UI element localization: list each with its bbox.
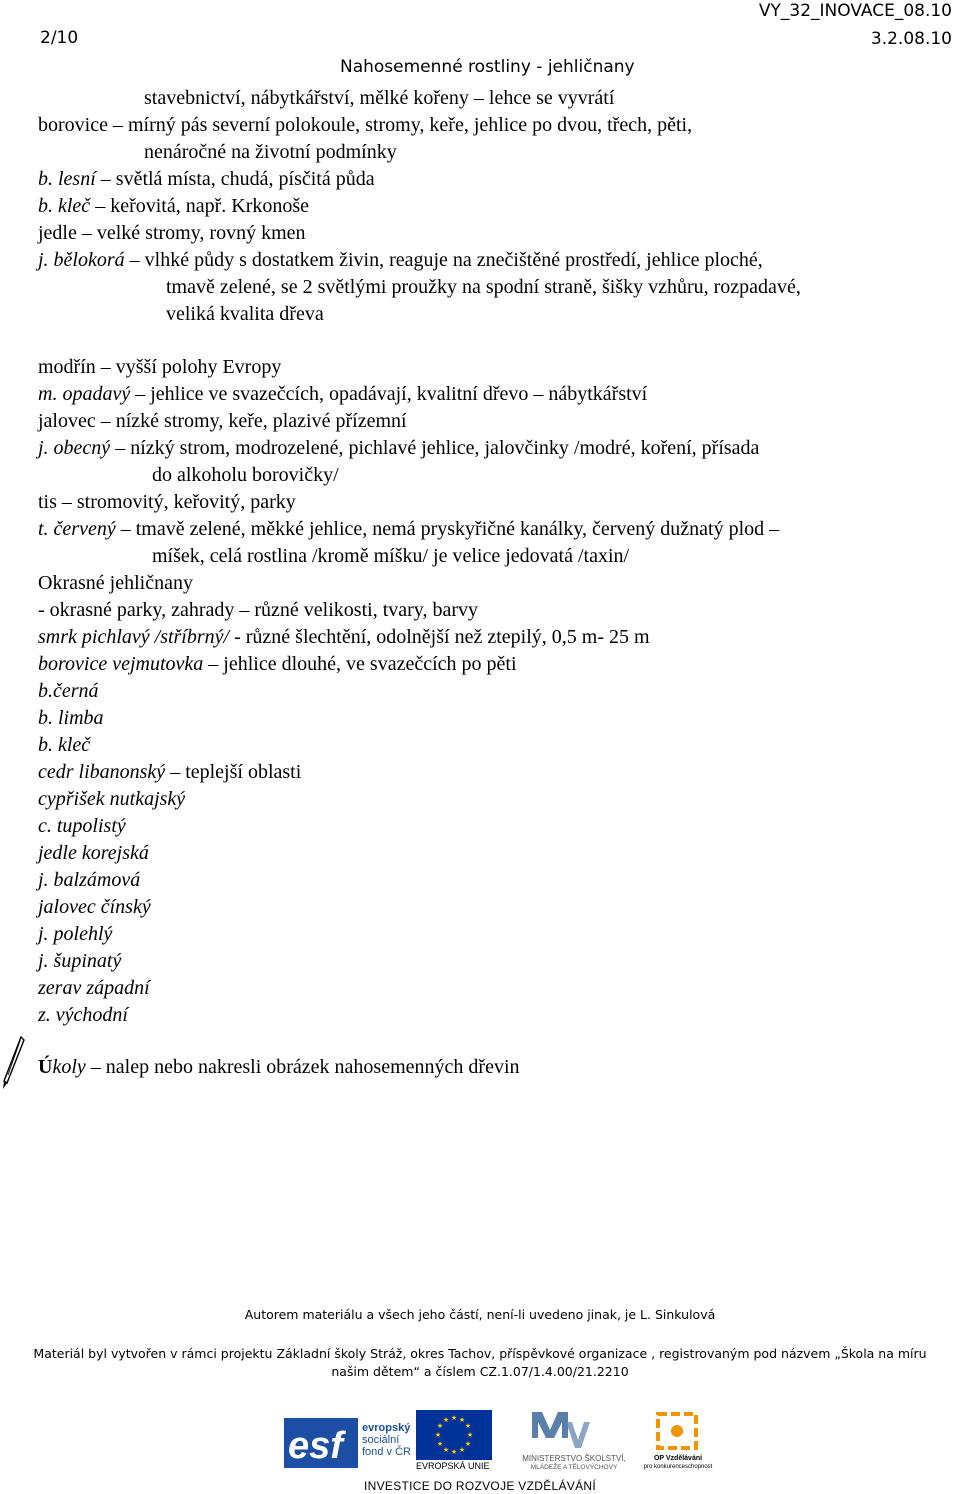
text-line — [38, 355, 281, 379]
esf-logo — [284, 1410, 414, 1474]
text-line — [38, 949, 121, 973]
text-line — [38, 113, 692, 137]
text-segment: - různé šlechtění, odolnější než ztepilý, 0,5 m- 25 m — [229, 626, 650, 648]
esf-text-2: sociální — [362, 1434, 400, 1446]
text-segment: – vlhké půdy s dostatkem živin, reaguje na znečištěné prostředí, jehlice ploché, — [124, 249, 763, 271]
text-segment: borovice – mírný pás severní polokoule, stromy, keře, jehlice po dvou, třech, pěti, — [38, 114, 693, 136]
eu-logo — [416, 1410, 512, 1476]
text-segment: - okrasné parky, zahrady – různé velikosti, tvary, barvy — [38, 599, 479, 621]
msmt-text-2: MLÁDEŽE A TĚLOVÝCHOVY — [530, 1464, 618, 1471]
msmt-mark-icon — [528, 1408, 598, 1452]
subject-title: Nahosemenné rostliny - jehličnany — [340, 57, 635, 77]
text-line — [38, 1003, 128, 1027]
op-vk-text-1: OP Vzdělávání — [653, 1455, 703, 1462]
text-line — [144, 86, 614, 110]
text-line — [38, 625, 650, 649]
text-line — [38, 194, 309, 218]
footer-project-line2: našim dětem“ a číslem CZ.1.07/1.4.00/21.2210 — [331, 1364, 629, 1379]
text-segment: – keřovitá, např. Krkonoše — [90, 195, 310, 217]
svg-text:★: ★ — [458, 1446, 466, 1454]
svg-text:★: ★ — [442, 1416, 450, 1424]
material-number: 3.2.08.10 — [870, 29, 952, 49]
svg-text:★: ★ — [450, 1414, 458, 1422]
text-line — [152, 544, 629, 568]
italic-term: b.černá — [38, 680, 99, 702]
italic-term: j. polehlý — [38, 923, 113, 945]
text-segment: míšek, celá rostlina /kromě míšku/ je velice jedovatá /taxin/ — [152, 545, 630, 567]
text-line — [38, 490, 296, 514]
text-line — [38, 221, 306, 245]
footer-investice: INVESTICE DO ROZVOJE VZDĚLÁVÁNÍ — [363, 1479, 596, 1493]
svg-text:★: ★ — [464, 1422, 472, 1430]
msmt-text-1: MINISTERSTVO ŠKOLSTVÍ, — [522, 1454, 626, 1463]
italic-term: m. opadavý — [38, 383, 131, 405]
italic-term: jedle korejská — [38, 842, 149, 864]
text-line — [38, 517, 779, 541]
text-line — [38, 841, 149, 865]
italic-term: zerav západní — [38, 977, 150, 999]
italic-term: b. kleč — [38, 734, 91, 756]
svg-text:★: ★ — [434, 1431, 442, 1439]
esf-text-3: fond v ČR — [362, 1446, 411, 1458]
italic-term: cedr libanonský — [38, 761, 166, 783]
page-number: 2/10 — [40, 28, 79, 48]
text-line — [38, 976, 150, 1000]
italic-term: smrk pichlavý /stříbrný/ — [38, 626, 230, 648]
svg-text:★: ★ — [464, 1440, 472, 1448]
text-line — [38, 598, 478, 622]
footer-project-line1: Materiál byl vytvořen v rámci projektu Základní školy Stráž, okres Tachov, příspěvkové organizace , registrovaným pod názvem „Škola na míru — [33, 1346, 927, 1361]
text-segment: – tmavě zelené, měkké jehlice, nemá pryskyřičné kanálky, červený dužnatý plod – — [115, 518, 780, 540]
op-vk-logo — [640, 1410, 716, 1476]
text-line — [38, 167, 375, 191]
task-text: – nalep nebo nakresli obrázek nahosemenných dřevin — [85, 1056, 520, 1078]
text-segment: Okrasné jehličnany — [38, 572, 193, 594]
text-segment: – světlá místa, chudá, písčitá půda — [95, 168, 375, 190]
text-segment: tis – stromovitý, keřovitý, parky — [38, 491, 296, 513]
svg-text:★: ★ — [436, 1440, 444, 1448]
text-segment: jalovec – nízké stromy, keře, plazivé přízemní — [38, 410, 407, 432]
task-line — [38, 1055, 520, 1079]
footer-author: Autorem materiálu a všech jeho částí, není-li uvedeno jinak, je L. Sinkulová — [244, 1307, 716, 1322]
op-vk-mark-icon — [652, 1410, 704, 1452]
pencil-icon — [0, 1035, 26, 1091]
svg-text:★: ★ — [436, 1422, 444, 1430]
text-line — [38, 382, 647, 406]
text-line — [38, 814, 126, 838]
msmt-logo — [522, 1408, 626, 1476]
text-segment: – jehlice ve svazečcích, opadávají, kvalitní dřevo – nábytkářství — [130, 383, 648, 405]
italic-term: b. kleč — [38, 195, 91, 217]
text-line — [38, 760, 301, 784]
text-line — [38, 571, 193, 595]
text-segment: veliká kvalita dřeva — [166, 303, 324, 325]
italic-term: z. východní — [38, 1004, 128, 1026]
text-line — [38, 733, 90, 757]
svg-text:★: ★ — [450, 1448, 458, 1456]
text-segment: tmavě zelené, se 2 světlými proužky na spodní straně, šišky vzhůru, rozpadavé, — [166, 276, 801, 298]
italic-term: j. šupinatý — [38, 950, 122, 972]
text-segment: nenáročné na životní podmínky — [144, 141, 397, 163]
text-line — [38, 409, 407, 433]
text-segment: stavebnictví, nábytkářství, mělké kořeny – lehce se vyvrátí — [144, 87, 615, 109]
text-line — [38, 436, 759, 460]
text-line — [166, 275, 801, 299]
svg-text:★: ★ — [458, 1416, 466, 1424]
italic-term: j. obecný — [38, 437, 111, 459]
op-vk-text-2: pro konkurenceschopnost — [643, 1464, 713, 1470]
text-segment: jedle – velké stromy, rovný kmen — [38, 222, 306, 244]
text-segment: – teplejší oblasti — [165, 761, 302, 783]
text-segment: modřín – vyšší polohy Evropy — [38, 356, 282, 378]
svg-text:★: ★ — [442, 1446, 450, 1454]
italic-term: cypřišek nutkajský — [38, 788, 186, 810]
italic-term: borovice vejmutovka — [38, 653, 204, 675]
text-line — [152, 463, 339, 487]
material-code: VY_32_INOVACE_08.10 — [758, 1, 952, 21]
italic-term: b. limba — [38, 707, 104, 729]
esf-text-1: evropský — [362, 1422, 411, 1434]
text-line — [38, 652, 517, 676]
italic-term: j. bělokorá — [38, 249, 125, 271]
text-segment: do alkoholu borovičky/ — [152, 464, 339, 486]
text-line — [166, 302, 324, 326]
text-segment: – jehlice dlouhé, ve svazečcích po pěti — [203, 653, 517, 675]
text-line — [38, 679, 99, 703]
text-line — [38, 895, 151, 919]
italic-term: jalovec čínský — [38, 896, 151, 918]
task-word: koly — [52, 1056, 86, 1078]
text-line — [38, 922, 112, 946]
italic-term: j. balzámová — [38, 869, 141, 891]
task-first-letter: Ú — [38, 1056, 53, 1078]
text-line — [38, 706, 104, 730]
italic-term: c. tupolistý — [38, 815, 126, 837]
text-line — [38, 248, 763, 272]
eu-flag-icon — [416, 1410, 492, 1460]
text-line — [144, 140, 397, 164]
italic-term: b. lesní — [38, 168, 96, 190]
svg-text:★: ★ — [466, 1431, 474, 1439]
text-line — [38, 868, 140, 892]
svg-text:esf: esf — [288, 1425, 343, 1467]
text-line — [38, 787, 185, 811]
text-segment: – nízký strom, modrozelené, pichlavé jehlice, jalovčinky /modré, koření, přísada — [110, 437, 760, 459]
eu-label: EVROPSKÁ UNIE — [416, 1461, 490, 1471]
italic-term: t. červený — [38, 518, 116, 540]
